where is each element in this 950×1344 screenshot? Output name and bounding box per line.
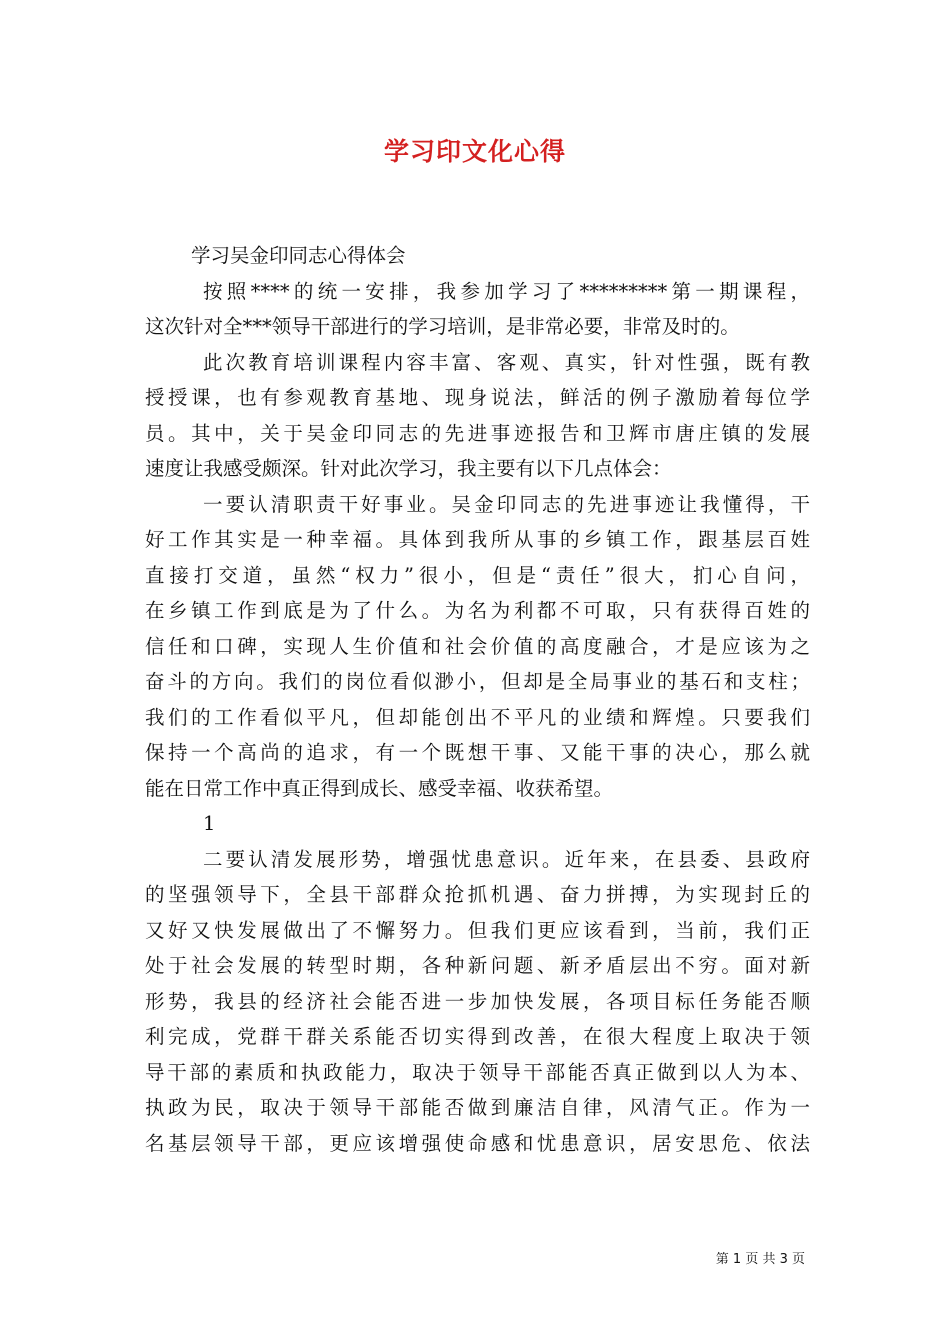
text-line: 二要认清发展形势，增强忧患意识。近年来，在县委、县政府 [203,847,810,871]
paragraph-1 [145,274,810,345]
text-line: 授授课，也有参观教育基地、现身说法，鲜活的例子激励着每位学 [145,386,810,409]
paragraph-3 [145,487,810,807]
text-line: 此次教育培训课程内容丰富、客观、真实，针对性强，既有教 [203,350,810,374]
text-line: 员。其中，关于吴金印同志的先进事迹报告和卫辉市唐庄镇的发展 [145,421,810,445]
text-line: 一要认清职责干好事业。吴金印同志的先进事迹让我懂得，干 [203,492,810,516]
text-line: 这次针对全***领导干部进行的学习培训，是非常必要，非常及时的。 [145,315,740,338]
text-line: 形势，我县的经济社会能否进一步加快发展，各项目标任务能否顺 [145,989,810,1013]
page-marker: 1 [203,812,216,835]
document-body [145,238,810,1161]
text-line: 好工作其实是一种幸福。具体到我所从事的乡镇工作，跟基层百姓 [145,528,810,551]
text-line: 执政为民，取决于领导干部能否做到廉洁自律，风清气正。作为一 [145,1096,810,1119]
text-line: 保持一个高尚的追求，有一个既想干事、又能干事的决心，那么就 [145,741,810,764]
page-footer: 第 1 页 共 3 页 [715,1252,805,1267]
text-line: 我们的工作看似平凡，但却能创出不平凡的业绩和辉煌。只要我们 [145,705,810,729]
text-line: 又好又快发展做出了不懈努力。但我们更应该看到，当前，我们正 [145,918,810,942]
text-line: 奋斗的方向。我们的岗位看似渺小，但却是全局事业的基石和支柱； [145,670,810,693]
text-line: 速度让我感受颇深。针对此次学习，我主要有以下几点体会： [145,457,672,480]
text-line: 信任和口碑，实现人生价值和社会价值的高度融合，才是应该为之 [145,634,810,658]
text-line: 在乡镇工作到底是为了什么。为名为利都不可取，只有获得百姓的 [145,599,810,622]
page-title: 学习印文化心得 [383,137,566,166]
text-line: 处于社会发展的转型时期，各种新问题、新矛盾层出不穷。面对新 [145,954,810,977]
text-line: 按照****的统一安排，我参加学习了*********第一期课程， [203,279,810,303]
text-line: 的坚强领导下，全县干部群众抢抓机遇、奋力拼搏，为实现封丘的 [145,883,810,906]
text-line: 利完成，党群干群关系能否切实得到改善，在很大程度上取决于领 [145,1025,810,1048]
paragraph-4 [145,842,810,1162]
text-line: 能在日常工作中真正得到成长、感受幸福、收获希望。 [145,776,614,800]
paragraph-2 [145,345,810,487]
section-heading: 学习吴金印同志心得体会 [191,244,406,267]
text-line: 直接打交道，虽然“权力”很小，但是“责任”很大，扪心自问， [145,563,810,587]
text-line: 名基层领导干部，更应该增强使命感和忧患意识，居安思危、依法 [145,1131,810,1155]
text-line: 导干部的素质和执政能力，取决于领导干部能否真正做到以人为本、 [145,1060,810,1084]
